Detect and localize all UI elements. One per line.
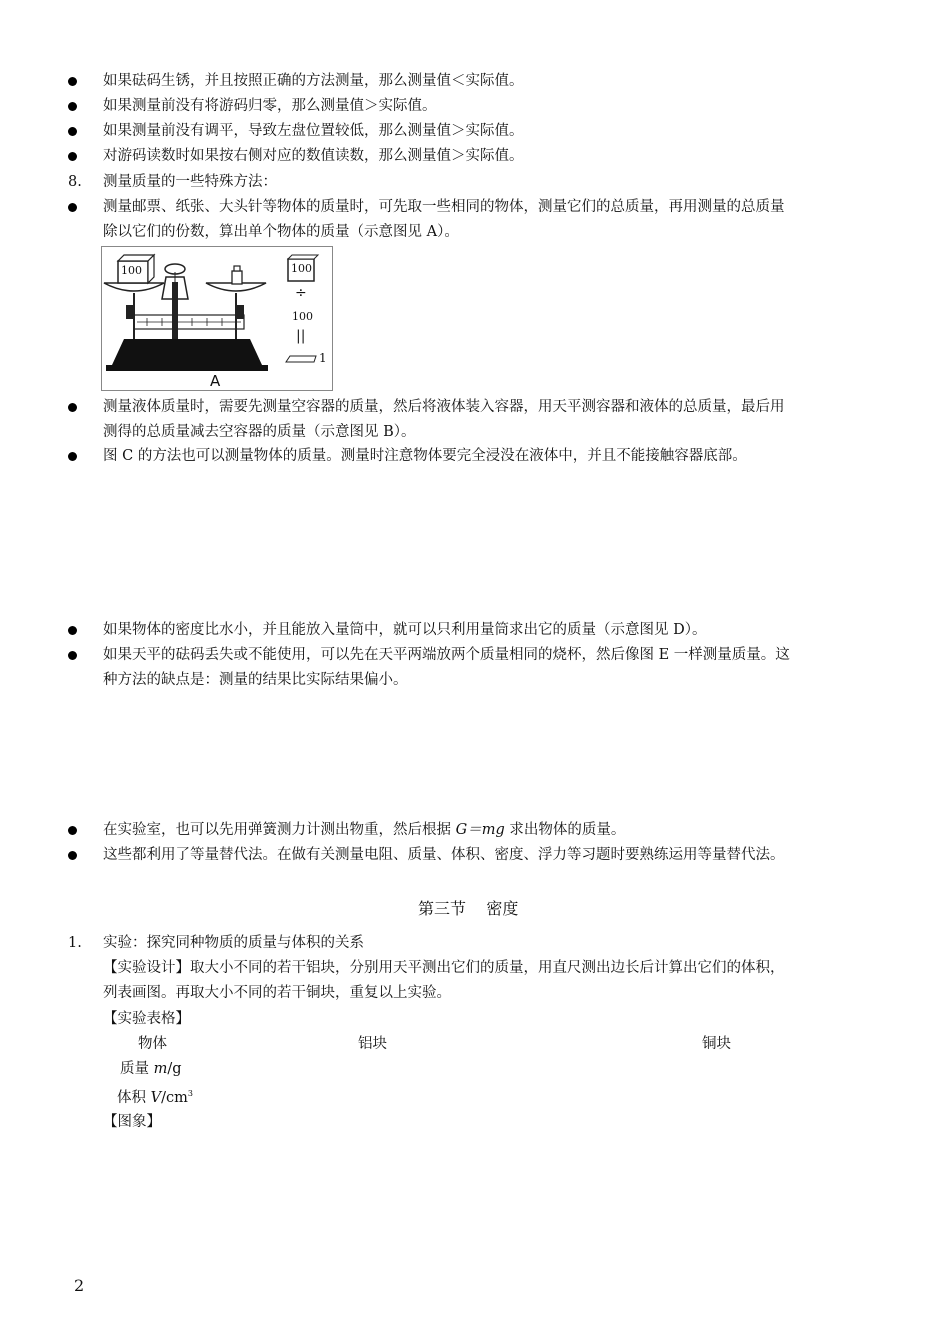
- equals-sign: ||: [296, 328, 306, 344]
- bullet-figure-c: 图 C 的方法也可以测量物体的质量。测量时注意物体要完全浸没在液体中，并且不能接触容器底部。: [103, 448, 747, 464]
- item-text: 测量质量的一些特殊方法：: [103, 174, 277, 190]
- bullet-dot: [68, 651, 77, 660]
- weight-label-right: 100: [291, 262, 312, 275]
- exp-design-line2: 列表画图。再取大小不同的若干铜块，重复以上实验。: [103, 985, 451, 1001]
- bullet-dot: [68, 127, 77, 136]
- bullet-figure-d: 如果物体的密度比水小，并且能放入量筒中，就可以只利用量筒求出它的质量（示意图见 D）。: [103, 622, 707, 638]
- figure-a-balance: [101, 246, 333, 391]
- mass-unit: /g: [167, 1061, 182, 1077]
- bullet-liquid-line1: 测量液体质量时，需要先测量空容器的质量，然后将液体装入容器，用天平测容器和液体的总质量，最后用: [103, 399, 785, 415]
- section-title: 第三节 密度: [418, 899, 519, 918]
- weight-label-left: 100: [121, 264, 142, 277]
- bullet-level: 如果测量前没有调平，导致左盘位置较低，那么测量值＞实际值。: [103, 123, 524, 139]
- page-number: 2: [74, 1276, 85, 1295]
- exp-table-label: 【实验表格】: [103, 1011, 190, 1027]
- divide-sign: ÷: [295, 285, 307, 301]
- mass-label: 质量: [120, 1061, 154, 1077]
- bullet-stamp-line1: 测量邮票、纸张、大头针等物体的质量时，可先取一些相同的物体，测量它们的总质量，再用测量的总质量: [103, 199, 785, 215]
- spring-text-pre: 在实验室，也可以先用弹簧测力计测出物重，然后根据: [103, 822, 456, 838]
- exp-number: 1.: [68, 935, 82, 951]
- bullet-dot: [68, 152, 77, 161]
- spring-text-post: 求出物体的质量。: [504, 822, 626, 838]
- bullet-dot: [68, 452, 77, 461]
- bullet-dot: [68, 102, 77, 111]
- result-label: 1: [319, 351, 327, 365]
- bullet-spring-scale: [103, 820, 625, 840]
- bullet-substitution: 这些都利用了等量替代法。在做有关测量电阻、质量、体积、密度、浮力等习题时要熟练运用等量替代法。: [103, 847, 785, 863]
- bullet-rust-weight: 如果砝码生锈，并且按照正确的方法测量，那么测量值＜实际值。: [103, 73, 524, 89]
- volume-var: V: [150, 1089, 162, 1106]
- bullet-figure-e-line2: 种方法的缺点是：测量的结果比实际结果偏小。: [103, 672, 408, 688]
- volume-unit: /cm: [161, 1089, 188, 1106]
- table-header-object: 物体: [138, 1036, 167, 1052]
- mass-var: m: [153, 1061, 168, 1077]
- exp-design-line1: 【实验设计】取大小不同的若干铝块，分别用天平测出它们的质量，用直尺测出边长后计算出它们的体积，: [103, 960, 785, 976]
- bullet-dot: [68, 203, 77, 212]
- table-header-aluminum: 铝块: [358, 1036, 387, 1052]
- item-number: 8.: [68, 174, 82, 190]
- exp-title: 实验：探究同种物质的质量与体积的关系: [103, 935, 364, 951]
- table-header-copper: 铜块: [702, 1036, 731, 1052]
- bullet-stamp-line2: 除以它们的份数，算出单个物体的质量（示意图见 A）。: [103, 224, 459, 240]
- bullet-dot: [68, 77, 77, 86]
- bullet-liquid-line2: 测得的总质量减去空容器的质量（示意图见 B）。: [103, 424, 416, 440]
- bullet-rider-read: 对游码读数时如果按右侧对应的数值读数，那么测量值＞实际值。: [103, 148, 524, 164]
- bullet-rider-zero: 如果测量前没有将游码归零，那么测量值＞实际值。: [103, 98, 437, 114]
- volume-unit-exponent: 3: [187, 1089, 193, 1098]
- table-row-mass: [120, 1059, 182, 1079]
- bullet-dot: [68, 851, 77, 860]
- divisor-label: 100: [292, 310, 313, 323]
- bullet-figure-e-line1: 如果天平的砝码丢失或不能使用，可以先在天平两端放两个质量相同的烧杯，然后像图 E 一样测量质量。这: [103, 647, 790, 663]
- bullet-dot: [68, 826, 77, 835]
- exp-graph-label: 【图象】: [103, 1114, 161, 1130]
- formula-g-mg: G＝mg: [455, 822, 505, 838]
- table-row-volume: [117, 1084, 193, 1108]
- bullet-dot: [68, 403, 77, 412]
- volume-label: 体积: [117, 1089, 151, 1106]
- figure-caption: A: [210, 372, 221, 390]
- bullet-dot: [68, 626, 77, 635]
